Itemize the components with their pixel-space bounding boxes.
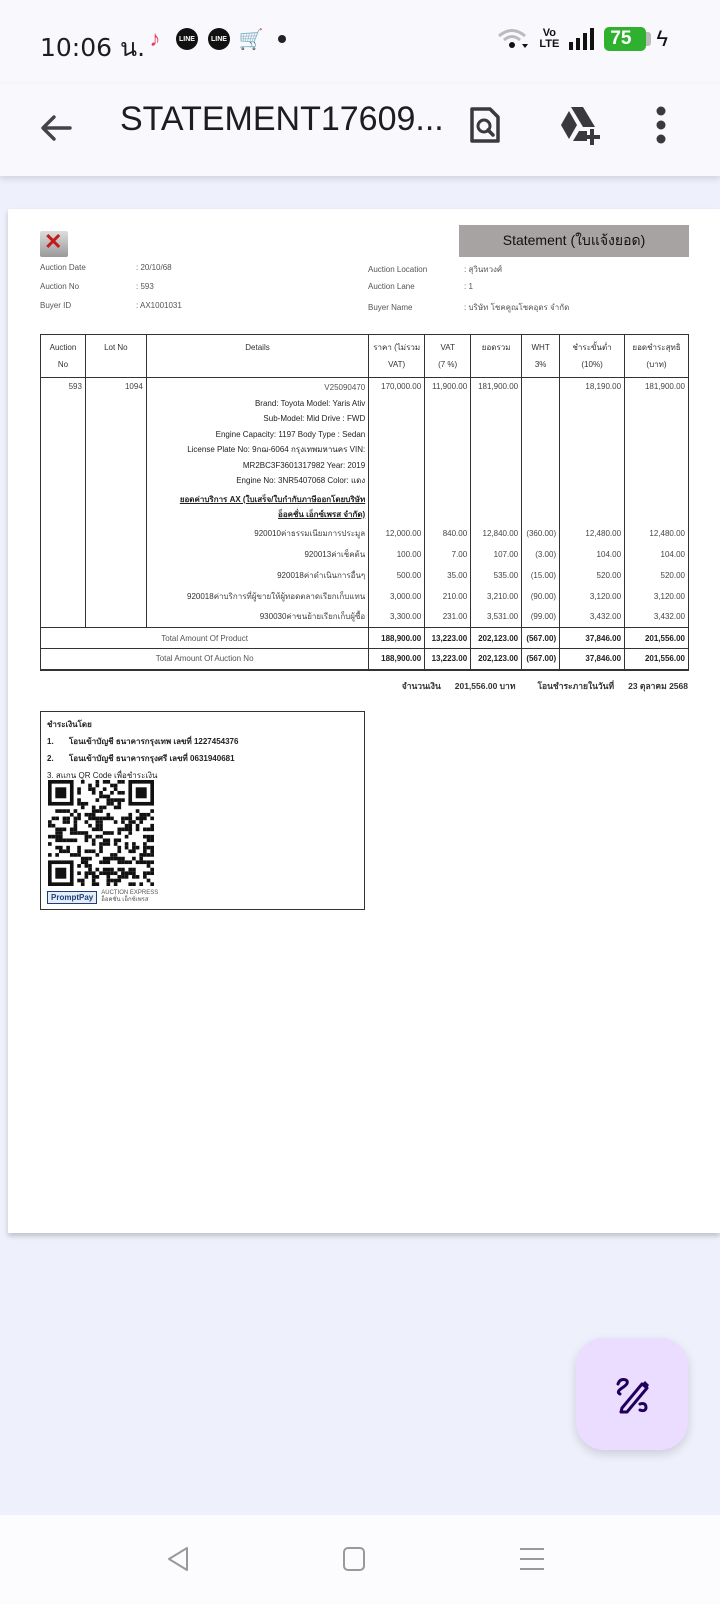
header-net: ยอดชำระสุทธิ (บาท) [625,335,689,378]
volte-top: Vo [542,27,556,39]
total-label: Total Amount Of Auction No [41,649,369,670]
table-row-fee [41,523,689,544]
cell-price: 100.00 [369,544,425,565]
cell-price: 12,000.00 [369,523,425,544]
vehicle-detail-line: Engine Capacity: 1197 Body Type : Sedan [215,429,366,439]
charging-icon: ϟ [656,26,668,51]
line-icon: LINE [208,28,230,50]
header-auction-no: Auction No [41,335,86,378]
fee-code: 930030 [259,612,287,622]
total-vat: 13,223.00 [425,649,471,670]
payment-method: 1. โอนเข้าบัญชี ธนาคารกรุงเทพ เลขที่ 1227454376 [47,737,239,746]
meta-value: : บริษัท โชคคูณโชคอุดร จำกัด [464,303,570,312]
meta-value: : AX1001031 [136,301,182,310]
volte-bottom: LTE [539,38,560,50]
total-min-payment: 37,846.00 [560,628,625,649]
meta-label: Auction Date [40,263,86,272]
cell-wht: (99.00) [522,607,560,628]
cell-min-payment: 3,432.00 [560,607,625,628]
service-heading: ยอดค่าบริการ AX (ใบเสร็จ/ใบกำกับภาษีออกโดยบริษัท [179,494,366,504]
vehicle-detail-line: Brand: Toyota Model: Yaris Ativ [254,398,366,408]
total-total: 202,123.00 [471,649,522,670]
cell-wht: (90.00) [522,586,560,607]
meta-label: Auction Lane [368,282,415,291]
battery-icon [604,27,646,51]
signal-icon [569,28,594,50]
more-notifications-dot-icon [278,35,286,43]
volte-icon [539,28,559,50]
fee-details [146,544,368,565]
meta-label: Buyer ID [40,301,72,310]
cell-total: 181,900.00 [471,378,522,523]
fee-details [146,523,368,544]
cell-price: 170,000.00 [369,378,425,523]
table-row-fee [41,565,689,586]
meta-label: Buyer Name [368,303,413,312]
cell-vat: 231.00 [425,607,471,628]
back-button[interactable] [34,106,78,150]
total-total: 202,123.00 [471,628,522,649]
cell-vat: 35.00 [425,565,471,586]
drive-add-icon [557,105,601,145]
fee-name: ค่าธรรมเนียมการประมูล [280,528,366,538]
cell-lot-no: 1094 [85,378,146,523]
nav-back-icon [165,1545,191,1573]
back-arrow-icon [38,110,74,146]
cell-net: 12,480.00 [625,523,689,544]
cell-wht [522,378,560,523]
amount-value: 201,556.00 บาท [454,681,516,691]
merchant-name-en: AUCTION EXPRESS [101,890,159,896]
total-price: 188,900.00 [369,628,425,649]
cell-vat: 210.00 [425,586,471,607]
meta-auction-location [368,263,502,276]
merchant-name-th: อ็อคชั่น เอ็กซ์เพรส [101,897,149,903]
cell-total: 535.00 [471,565,522,586]
fee-name: ค่าขนย้ายเรียกเก็บผู้ซื้อ [286,612,366,622]
more-options-button[interactable] [636,100,686,150]
table-row-total-auction [41,649,689,670]
search-document-icon [468,105,502,145]
total-wht: (567.00) [522,628,560,649]
fee-code: 920018 [277,570,304,580]
tiktok-icon: ♪ [149,26,161,51]
battery-level: 75 [610,28,632,49]
vehicle-detail-line: Engine No: 3NR5407068 Color: แดง [236,476,366,485]
wifi-icon [497,27,529,51]
header-vat: VAT (7 %) [425,335,471,378]
meta-value: : 593 [136,282,154,291]
company-logo: ✕ [40,231,68,257]
cell-net: 3,120.00 [625,586,689,607]
payment-heading: ชำระเงินโดย [47,720,92,729]
document-title: STATEMENT17609... [120,100,444,138]
meta-auction-lane [368,282,473,291]
meta-value: : สุวินทวงศ์ [464,265,503,274]
total-net: 201,556.00 [625,649,689,670]
cell-net: 104.00 [625,544,689,565]
cell-vat: 7.00 [425,544,471,565]
cell-net: 520.00 [625,565,689,586]
vehicle-detail-line: MR2BC3F3601317982 Year: 2019 [242,460,366,470]
total-wht: (567.00) [522,649,560,670]
more-vert-icon [655,105,667,145]
statement-table [40,334,689,671]
header-min-payment: ชำระขั้นต่ำ (10%) [560,335,625,378]
header-wht: WHT 3% [522,335,560,378]
cell-min-payment: 3,120.00 [560,586,625,607]
cell-min-payment: 18,190.00 [560,378,625,523]
fee-code: 920018 [187,591,214,601]
meta-buyer-name [368,301,569,314]
cell-total: 3,531.00 [471,607,522,628]
payment-method: 2. โอนเข้าบัญชี ธนาคารกรุงศรี เลขที่ 0631940681 [47,754,235,763]
cell-min-payment: 520.00 [560,565,625,586]
nav-home-icon [341,1545,367,1573]
annotate-fab[interactable] [576,1338,688,1450]
cell-min-payment: 12,480.00 [560,523,625,544]
table-row-fee [41,544,689,565]
cell-total: 3,210.00 [471,586,522,607]
table-header-row [41,335,689,378]
fee-name: ค่าบริการที่ผู้ขายให้ผู้ทอดตลาดเรียกเก็บแทน [213,591,366,601]
amount-label: จำนวนเงิน [401,681,441,691]
payment-methods-box [40,711,365,910]
pdf-page[interactable] [8,209,720,1233]
save-to-drive-button[interactable] [554,100,604,150]
meta-value: : 1 [464,282,473,291]
shopping-icon: 🛒 [238,28,264,51]
system-icons [497,26,668,52]
fee-name: ค่าเช็คต้น [331,549,366,559]
table-row-total-product [41,628,689,649]
meta-auction-no [40,282,154,291]
fee-code: 920010 [254,528,281,538]
table-row-vehicle [41,378,689,523]
payment-summary [402,679,688,693]
header-lot-no: Lot No [85,335,146,378]
cell-wht: (360.00) [522,523,560,544]
total-vat: 13,223.00 [425,628,471,649]
table-row-fee [41,607,689,628]
total-label: Total Amount Of Product [41,628,369,649]
cell-wht: (15.00) [522,565,560,586]
qr-label: 3. สแกน QR Code เพื่อชำระเงิน [47,771,158,780]
meta-value: : 20/10/68 [136,263,172,272]
total-net: 201,556.00 [625,628,689,649]
table-row-fee [41,586,689,607]
promptpay-logo: PromptPay [47,891,97,904]
meta-label: Auction No [40,282,80,291]
search-in-document-button[interactable] [460,100,510,150]
nav-home-button[interactable] [332,1537,376,1581]
fee-details [146,607,368,628]
vehicle-detail-line: License Plate No: 9กฌ-6064 กรุงเทพมหานคร VIN: [187,445,366,454]
cell-wht: (3.00) [522,544,560,565]
meta-auction-date [40,263,172,272]
vehicle-detail-line: Sub-Model: Mid Drive : FWD [263,414,366,423]
app-bar [0,84,720,176]
cell-net: 3,432.00 [625,607,689,628]
system-nav-bar [0,1515,720,1604]
cell-price: 3,000.00 [369,586,425,607]
cell-min-payment: 104.00 [560,544,625,565]
due-date-value: 23 ตุลาคม 2568 [628,681,688,691]
promptpay-badge [47,890,158,904]
nav-recents-button[interactable] [510,1537,554,1581]
qr-code[interactable] [48,780,154,886]
notification-icons [144,28,286,50]
meta-buyer-id [40,301,182,310]
meta-label: Auction Location [368,265,428,274]
cell-price: 500.00 [369,565,425,586]
header-details: Details [146,335,368,378]
cell-vat: 11,900.00 [425,378,471,523]
fee-details [146,565,368,586]
cell-total: 12,840.00 [471,523,522,544]
due-date-label: โอนชำระภายในวันที่ [537,681,615,691]
fee-name: ค่าดำเนินการอื่นๆ [303,570,366,580]
fee-details [146,586,368,607]
vehicle-ref: V25090470 [324,383,366,392]
status-bar [0,0,720,84]
cell-vat: 840.00 [425,523,471,544]
cell-auction-no: 593 [41,378,86,523]
cell-total: 107.00 [471,544,522,565]
header-total: ยอดรวม [471,335,522,378]
nav-back-button[interactable] [156,1537,200,1581]
cell-price: 3,300.00 [369,607,425,628]
statement-title: Statement (ใบแจ้งยอด) [459,225,689,257]
header-price: ราคา (ไม่รวม VAT) [369,335,425,378]
status-time: 10:06 น. [40,33,146,62]
service-heading: อ็อคชั่น เอ็กซ์เพรส จำกัด) [278,510,366,519]
total-min-payment: 37,846.00 [560,649,625,670]
fee-code: 920013 [304,549,332,559]
cell-details [146,378,368,523]
total-price: 188,900.00 [369,649,425,670]
line-icon: LINE [176,28,198,50]
draw-pen-icon [612,1374,652,1414]
cell-net: 181,900.00 [625,378,689,523]
nav-recents-icon [518,1545,546,1573]
